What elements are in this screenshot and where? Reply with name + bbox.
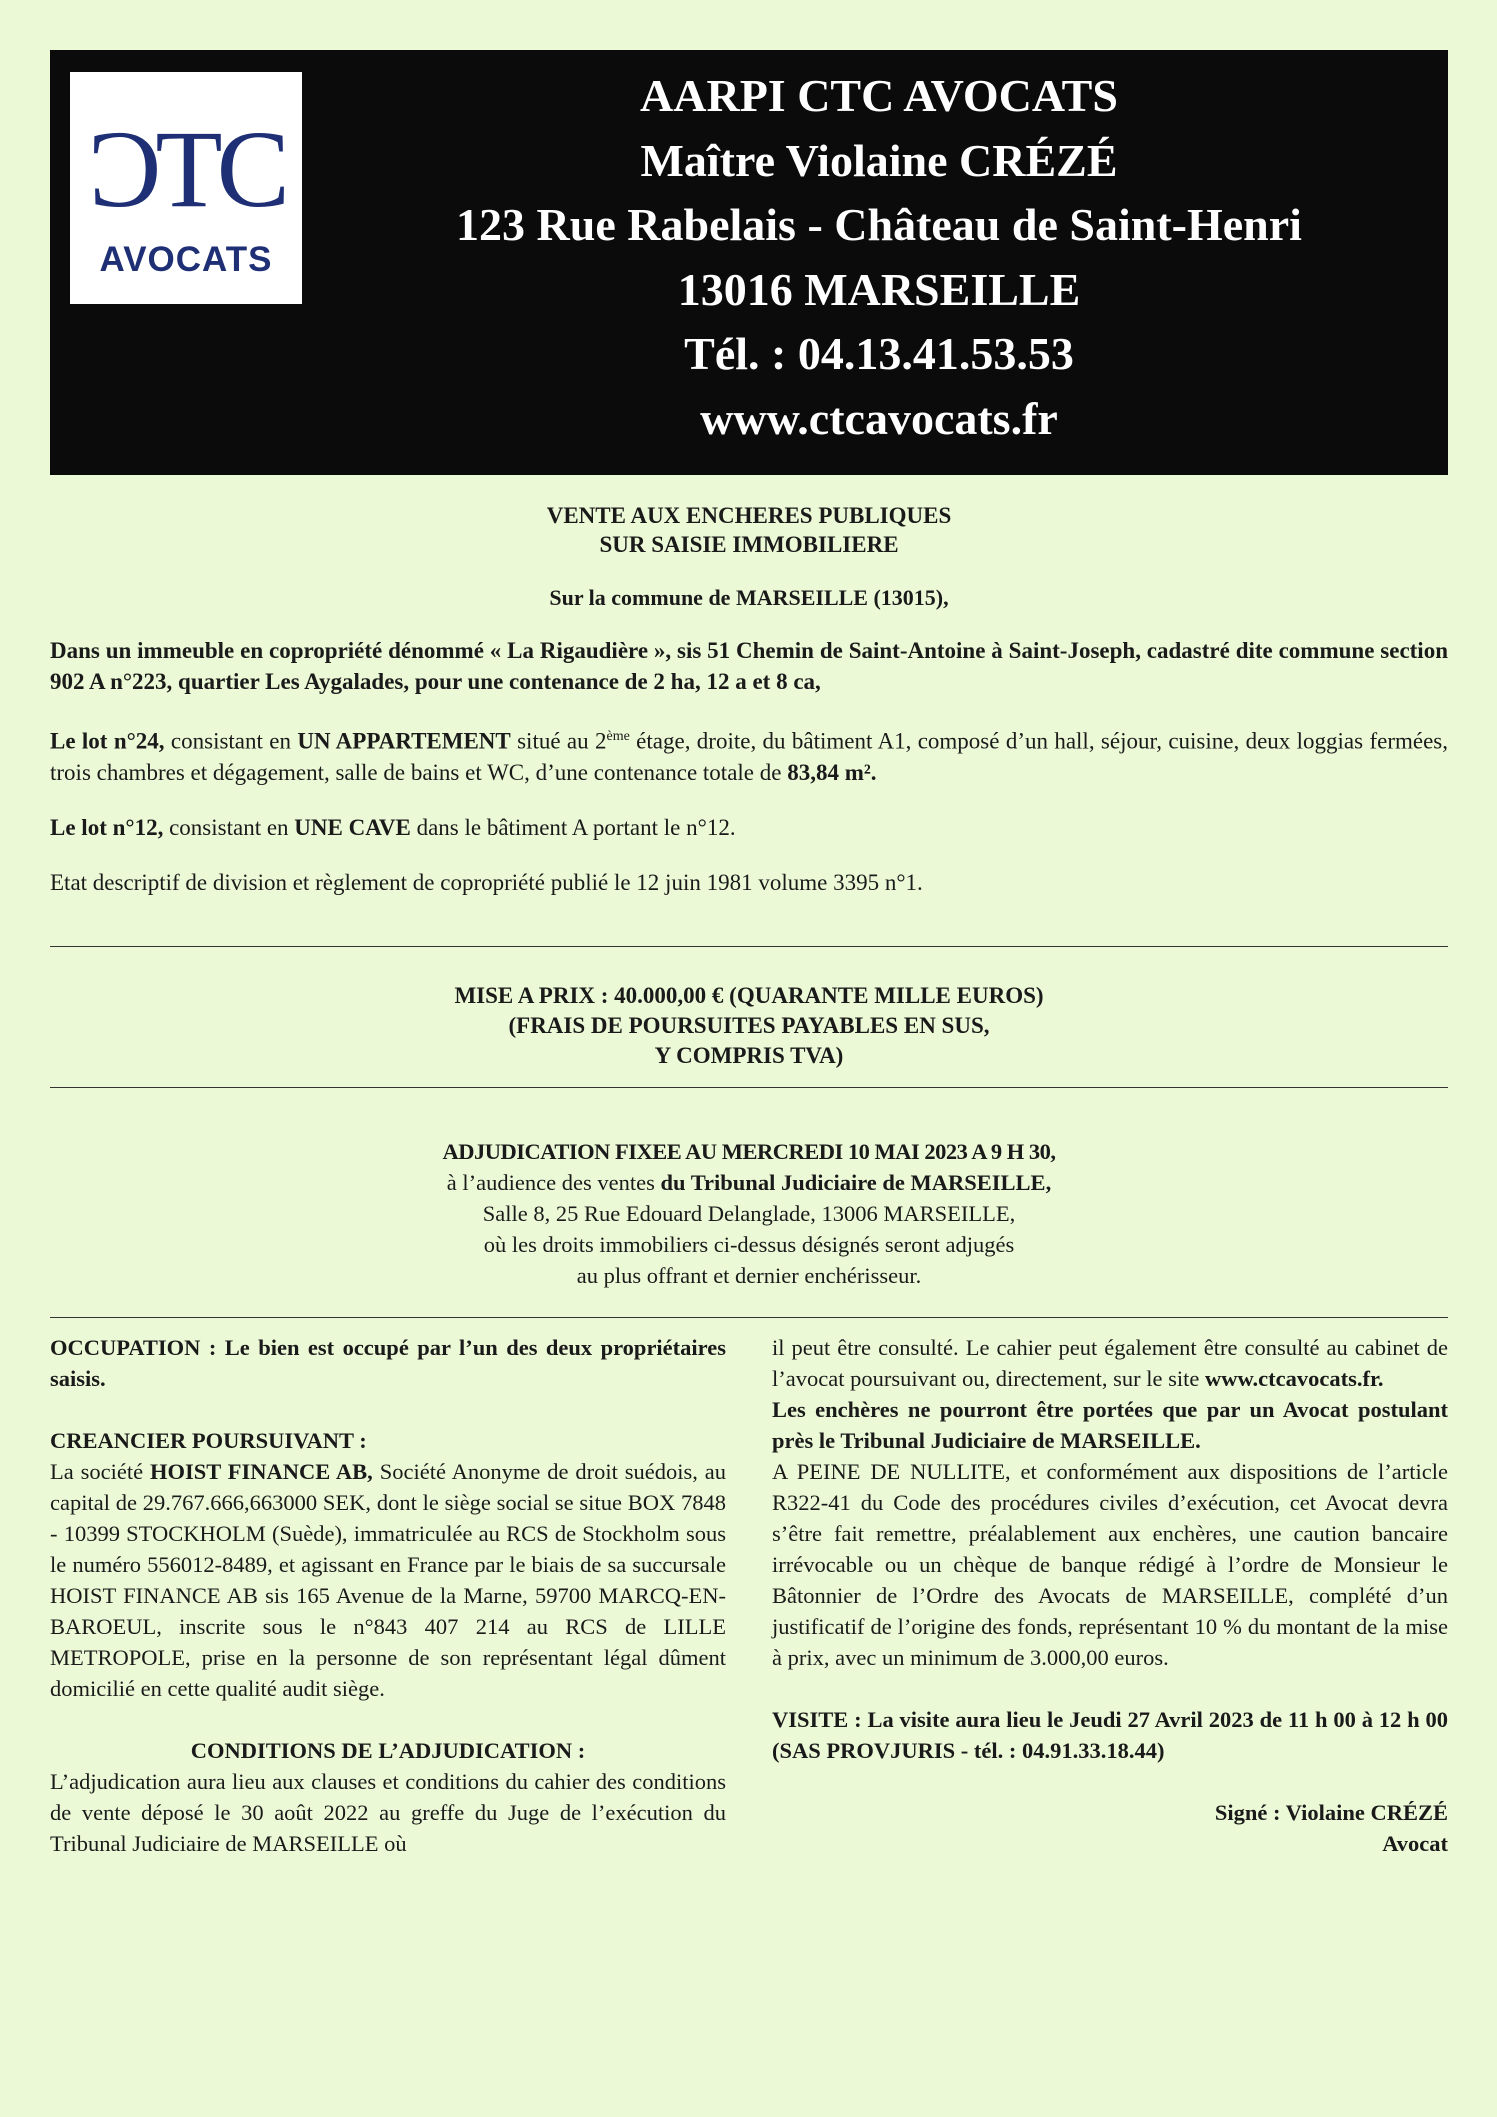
firm-website: www.ctcavocats.fr bbox=[700, 392, 1058, 444]
two-column-body bbox=[50, 1332, 1448, 1859]
visit-info: VISITE : La visite aura lieu le Jeudi 27 Avril 2023 de 11 h 00 à 12 h 00 (SAS PROVJURIS - tél. : 04.91.33.18.44) bbox=[772, 1706, 1448, 1763]
nullite-conditions: A PEINE DE NULLITE, et conformément aux dispositions de l’article R322-41 du Code des procédures civiles d’exécution, cet Avocat devra s’être fait remettre, préalablement aux enchères, une caution bancaire irrévocable ou un chèque de banque rédigé à l’ordre de Monsieur le Bâtonnier de l’Ordre des Avocats de MARSEILLE, complété d’un justificatif de l’origine des fonds, représentant 10 % du montant de la mise à prix, avec un minimum de 3.000,00 euros. bbox=[772, 1458, 1448, 1670]
avocat-requirement: Les enchères ne pourront être portées que par un Avocat postulant près le Tribunal Judiciaire de MARSEILLE. bbox=[772, 1396, 1448, 1453]
creancier-heading: CREANCIER POURSUIVANT : bbox=[50, 1427, 367, 1453]
creancier-text: La société HOIST FINANCE AB, Société Anonyme de droit suédois, au capital de 29.767.666,663000 SEK, dont le siège social se situe BOX 7848 - 10399 STOCKHOLM (Suède), immatriculée au RCS de Stockholm sous le numéro 556012-8489, et agissant en France par le biais de sa succursale HOIST FINANCE AB sis 165 Avenue de la Marne, 59700 MARCQ-EN-BAROEUL, inscrite sous le n°843 407 214 au RCS de LILLE METROPOLE, prise en la personne de son représentant légal dûment domicilié en cette qualité audit siège. bbox=[50, 1458, 726, 1701]
divider bbox=[50, 1317, 1448, 1318]
ctc-logo bbox=[70, 72, 302, 304]
firm-city: 13016 MARSEILLE bbox=[677, 263, 1081, 315]
building-description: Dans un immeuble en copropriété dénommé « La Rigaudière », sis 51 Chemin de Saint-Antoine à Saint-Joseph, cadastré dite commune section 902 A n°223, quartier Les Aygalades, pour une contenance de 2 ha, 12 a et 8 ca, bbox=[50, 638, 1448, 694]
conditions-heading: CONDITIONS DE L’ADJUDICATION : bbox=[190, 1737, 586, 1763]
copropriete-note: Etat descriptif de division et règlement de copropriété publié le 12 juin 1981 volume 3395 n°1. bbox=[50, 869, 923, 895]
logo-subtitle: AVOCATS bbox=[99, 240, 273, 279]
lot-12-description: Le lot n°12, consistant en UNE CAVE dans le bâtiment A portant le n°12. bbox=[50, 814, 736, 840]
firm-contact bbox=[310, 64, 1448, 451]
occupation-section: OCCUPATION : Le bien est occupé par l’un des deux propriétaires saisis. bbox=[50, 1334, 726, 1391]
cahier-consultation: il peut être consulté. Le cahier peut également être consulté au cabinet de l’avocat poursuivant ou, directement, sur le site www.ctcavocats.fr. bbox=[772, 1334, 1448, 1391]
sale-title: VENTE AUX ENCHERES PUBLIQUES SUR SAISIE IMMOBILIERE bbox=[546, 503, 952, 557]
commune-line: Sur la commune de MARSEILLE (13015), bbox=[549, 585, 949, 610]
adjudication-info: ADJUDICATION FIXEE AU MERCREDI 10 MAI 2023 A 9 H 30, à l’audience des ventes du Tribunal Judiciaire de MARSEILLE, Salle 8, 25 Rue Edouard Delanglade, 13006 MARSEILLE, où les droits immobiliers ci-dessus désignés seront adjugés au plus offrant et dernier enchérisseur. bbox=[442, 1138, 1056, 1288]
firm-name: AARPI CTC AVOCATS bbox=[640, 70, 1118, 121]
lot-24-description: Le lot n°24, consistant en UN APPARTEMENT situé au 2ème étage, droite, du bâtiment A1, composé d’un hall, séjour, cuisine, deux loggias fermées, trois chambres et dégagement, salle de bains et WC, d’une contenance totale de 83,84 m². bbox=[50, 728, 1448, 785]
left-column bbox=[50, 1332, 726, 1859]
header-banner bbox=[50, 50, 1448, 475]
logo-letters: ƆTC bbox=[88, 108, 284, 230]
conditions-text: L’adjudication aura lieu aux clauses et conditions du cahier des conditions de vente déposé le 30 août 2022 au greffe du Juge de l’exécution du Tribunal Judiciaire de MARSEILLE où bbox=[50, 1768, 726, 1856]
firm-phone: Tél. : 04.13.41.53.53 bbox=[684, 328, 1074, 379]
signature: Signé : Violaine CRÉZÉ Avocat bbox=[1214, 1799, 1448, 1856]
right-column bbox=[772, 1332, 1448, 1859]
document-page bbox=[50, 50, 1448, 1859]
divider bbox=[50, 946, 1448, 947]
firm-address: 123 Rue Rabelais - Château de Saint-Henri bbox=[456, 199, 1302, 250]
lawyer-name: Maître Violaine CRÉZÉ bbox=[640, 134, 1118, 186]
starting-price: MISE A PRIX : 40.000,00 € (QUARANTE MILLE EUROS) (FRAIS DE POURSUITES PAYABLES EN SUS, Y COMPRIS TVA) bbox=[454, 982, 1044, 1068]
divider bbox=[50, 1087, 1448, 1088]
